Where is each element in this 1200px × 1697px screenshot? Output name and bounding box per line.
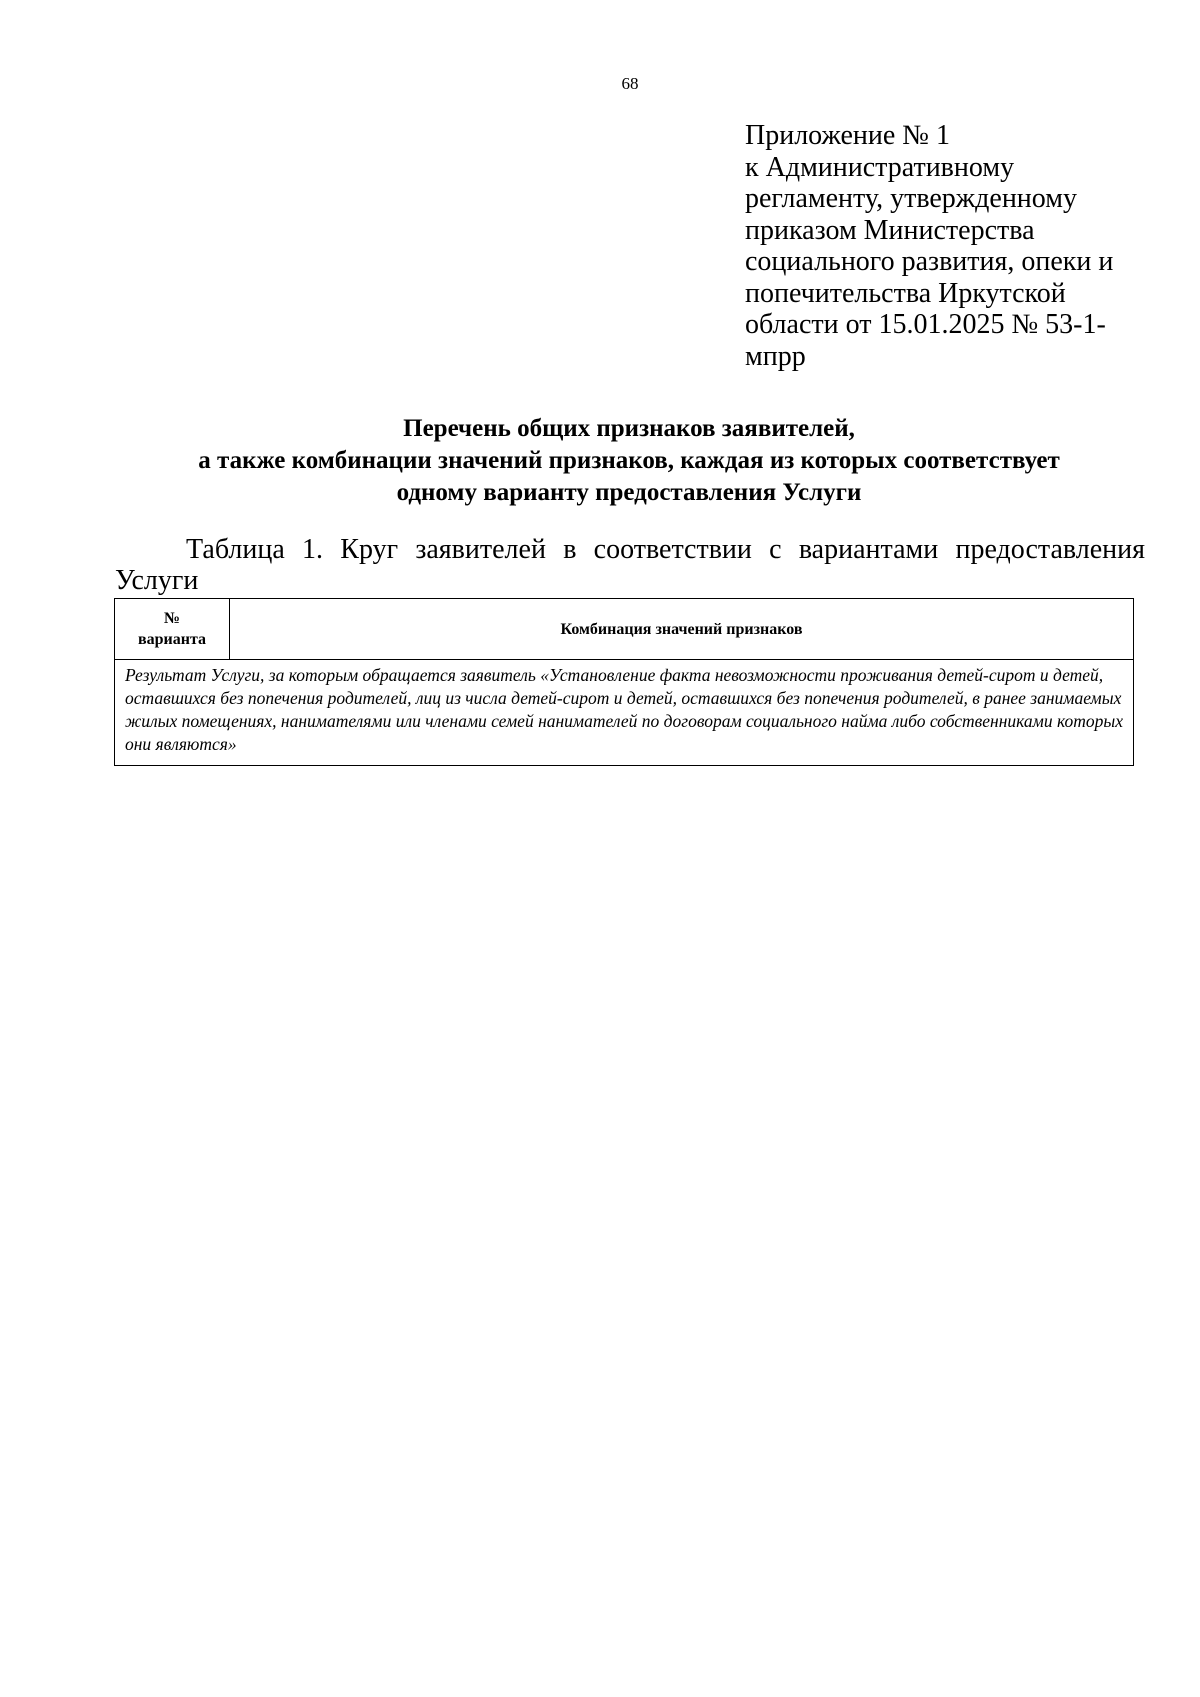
- applicants-table: [114, 598, 1134, 766]
- document-title: [114, 413, 1144, 509]
- appendix-line: к Административному: [745, 151, 1015, 183]
- appendix-line: попечительства Иркутской: [745, 277, 1066, 309]
- table-row: [115, 660, 1134, 766]
- header-num-symbol: №: [163, 610, 181, 627]
- appendix-block: [745, 120, 1125, 372]
- appendix-line: Приложение № 1: [745, 120, 950, 151]
- appendix-line: области от 15.01.2025 № 53-1-: [745, 309, 1106, 340]
- appendix-line: приказом Министерства: [745, 214, 1035, 246]
- header-variant-number: [115, 599, 230, 660]
- appendix-line: регламенту, утвержденному: [745, 183, 1077, 214]
- header-num-label: варианта: [137, 631, 207, 648]
- appendix-line: мпрр: [745, 340, 806, 372]
- table-caption: Таблица 1. Круг заявителей в соответствии с вариантами предоставления Услуги: [115, 534, 1145, 596]
- title-line: а также комбинации значений признаков, каждая из которых соответствует: [198, 447, 1060, 474]
- appendix-line: социального развития, опеки и: [745, 246, 1114, 277]
- result-row-cell: Результат Услуги, за которым обращается заявитель «Установление факта невозможности проживания детей-сирот и детей, оставшихся без попечения родителей, лиц из числа детей-сирот и детей, оставшихся без попечения родителей, в ранее занимаемых жилых помещениях, нанимателями или членами семей нанимателей по договорам социального найма либо собственниками которых они являются»: [115, 660, 1134, 766]
- header-combination: Комбинация значений признаков: [230, 599, 1134, 660]
- title-line: одному варианту предоставления Услуги: [396, 479, 862, 506]
- title-line: Перечень общих признаков заявителей,: [403, 415, 855, 442]
- page-number: 68: [621, 74, 639, 93]
- table-header-row: [115, 599, 1134, 660]
